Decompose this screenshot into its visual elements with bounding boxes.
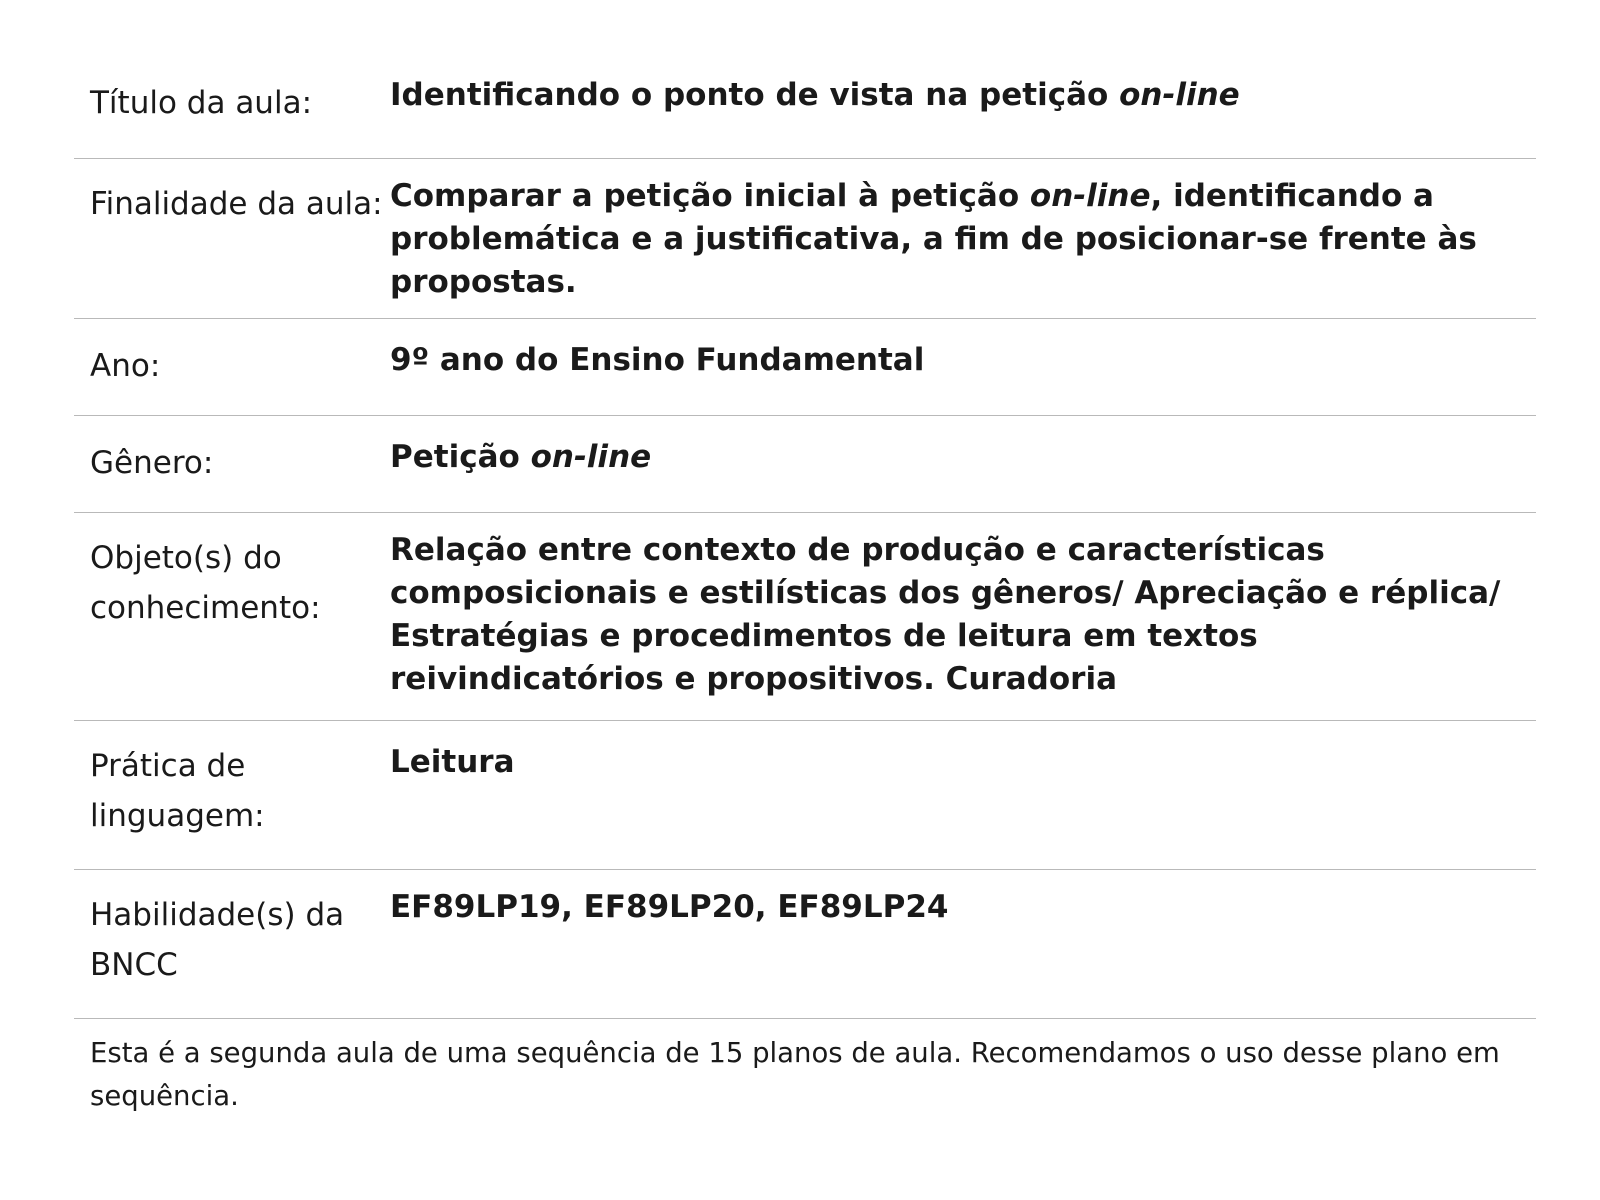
value-text: Identificando o ponto de vista na petição xyxy=(390,77,1120,113)
grade-value: 9º ano do Ensino Fundamental xyxy=(390,342,925,378)
value-emphasis: on-line xyxy=(530,439,652,475)
row-label: Gênero: xyxy=(90,445,214,481)
bncc-skills-value: EF89LP19, EF89LP20, EF89LP24 xyxy=(390,889,949,925)
knowledge-objects-value: Relação entre contexto de produção e características composicionais e estilísticas dos gêneros/ Apreciação e réplica/ Estratégias e procedimentos de leitura em textos reivindicatórios e propositivos. Curadoria xyxy=(390,532,1501,697)
row-label: Finalidade da aula: xyxy=(90,186,383,222)
row-label: Prática de linguagem: xyxy=(90,748,265,834)
row-objetos-do-conhecimento xyxy=(74,513,1536,721)
value-text-end: , identificando a problemática e a justificativa, a fim de posicionar-se frente às propostas. xyxy=(390,178,1477,300)
row-label: Habilidade(s) da BNCC xyxy=(90,897,345,983)
lesson-purpose-value xyxy=(390,159,1536,318)
language-practice-value: Leitura xyxy=(390,744,515,780)
row-habilidades-bncc xyxy=(74,870,1536,1019)
row-label: Título da aula: xyxy=(90,85,313,121)
value-emphasis: on-line xyxy=(1029,178,1151,214)
row-label: Ano: xyxy=(90,348,161,384)
row-ano xyxy=(74,319,1536,416)
row-genero xyxy=(74,416,1536,513)
value-text: Comparar a petição inicial à petição xyxy=(390,178,1030,214)
lesson-plan-table xyxy=(74,50,1536,1118)
value-emphasis: on-line xyxy=(1119,77,1240,113)
genre-value xyxy=(390,416,1536,512)
row-label: Objeto(s) do conhecimento: xyxy=(90,540,321,626)
value-text: Petição xyxy=(390,439,531,475)
row-finalidade-da-aula xyxy=(74,159,1536,319)
row-titulo-da-aula xyxy=(74,50,1536,159)
lesson-title-value xyxy=(390,50,1536,158)
sequence-note: Esta é a segunda aula de uma sequência de 15 planos de aula. Recomendamos o uso desse plano em sequência. xyxy=(90,1037,1500,1112)
row-pratica-de-linguagem xyxy=(74,721,1536,870)
